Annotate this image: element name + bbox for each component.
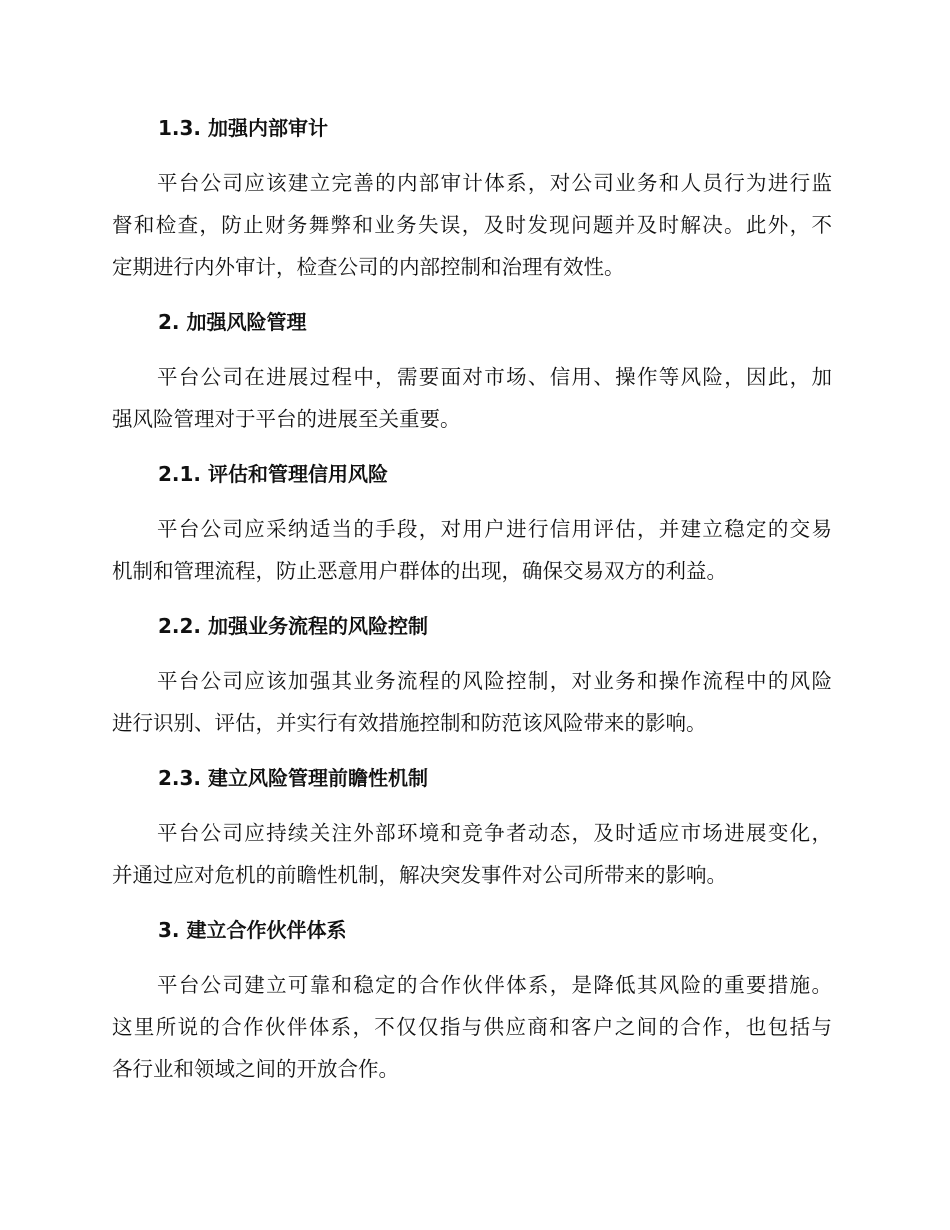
section-heading-2-2: 2.2. 加强业务流程的风险控制 — [158, 614, 428, 638]
paragraph-line: 机制和管理流程，防止恶意用户群体的出现，确保交易双方的利益。 — [112, 559, 727, 583]
paragraph-line: 平台公司建立可靠和稳定的合作伙伴体系，是降低其风险的重要措施。 — [157, 973, 832, 997]
paragraph-line: 平台公司应采纳适当的手段，对用户进行信用评估，并建立稳定的交易 — [157, 517, 832, 541]
paragraph-line: 平台公司在进展过程中，需要面对市场、信用、操作等风险，因此，加 — [157, 365, 832, 389]
paragraph-line: 平台公司应该建立完善的内部审计体系，对公司业务和人员行为进行监 — [157, 171, 832, 195]
paragraph-line: 各行业和领域之间的开放合作。 — [112, 1057, 399, 1081]
paragraph-line: 定期进行内外审计，检查公司的内部控制和治理有效性。 — [112, 255, 625, 279]
section-paragraph-2 — [112, 356, 832, 440]
paragraph-line: 平台公司应持续关注外部环境和竞争者动态，及时适应市场进展变化， — [157, 821, 832, 845]
paragraph-line: 并通过应对危机的前瞻性机制，解决突发事件对公司所带来的影响。 — [112, 863, 727, 887]
section-paragraph-2-3 — [112, 812, 832, 896]
paragraph-line: 督和检查，防止财务舞弊和业务失误，及时发现问题并及时解决。此外，不 — [112, 213, 832, 237]
section-heading-1-3: 1.3. 加强内部审计 — [158, 116, 328, 140]
section-paragraph-3 — [112, 964, 832, 1090]
section-heading-2-1: 2.1. 评估和管理信用风险 — [158, 462, 388, 486]
section-paragraph-1-3 — [112, 162, 832, 288]
paragraph-line: 这里所说的合作伙伴体系，不仅仅指与供应商和客户之间的合作，也包括与 — [112, 1015, 832, 1039]
section-heading-3: 3. 建立合作伙伴体系 — [158, 918, 347, 942]
section-heading-2: 2. 加强风险管理 — [158, 310, 307, 334]
section-paragraph-2-1 — [112, 508, 832, 592]
paragraph-line: 平台公司应该加强其业务流程的风险控制，对业务和操作流程中的风险 — [157, 669, 832, 693]
section-heading-2-3: 2.3. 建立风险管理前瞻性机制 — [158, 766, 428, 790]
paragraph-line: 进行识别、评估，并实行有效措施控制和防范该风险带来的影响。 — [112, 711, 707, 735]
section-paragraph-2-2 — [112, 660, 832, 744]
paragraph-line: 强风险管理对于平台的进展至关重要。 — [112, 407, 461, 431]
